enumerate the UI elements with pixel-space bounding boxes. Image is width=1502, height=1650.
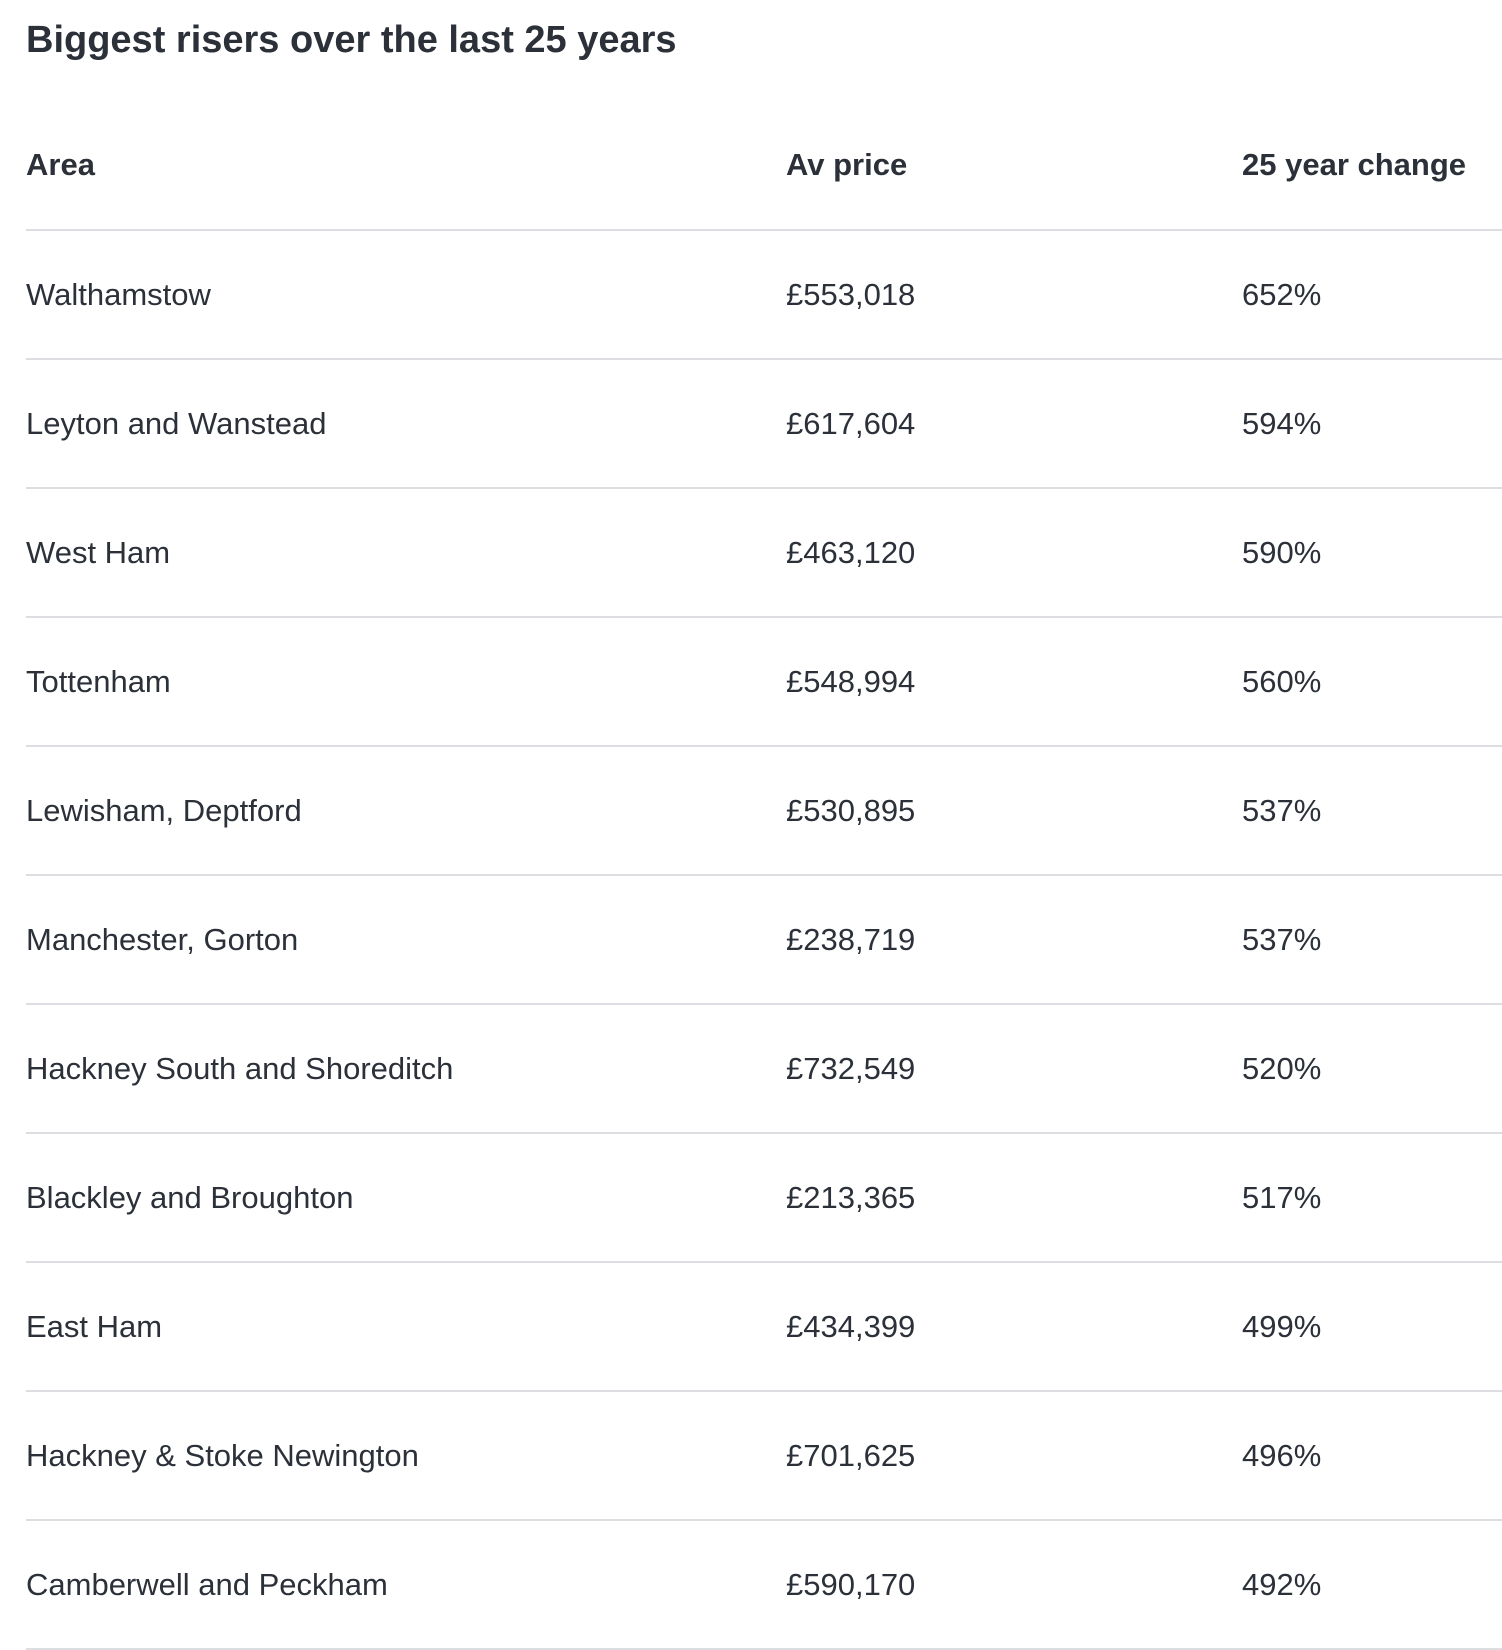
cell-price: £463,120 — [786, 534, 916, 570]
cell-area: Hackney South and Shoreditch — [26, 1050, 454, 1086]
cell-area: East Ham — [26, 1308, 163, 1344]
table-header-row — [26, 100, 1502, 231]
cell-price: £238,719 — [786, 921, 916, 957]
cell-price: £732,549 — [786, 1050, 916, 1086]
cell-change: 560% — [1242, 663, 1322, 699]
table-row — [26, 231, 1502, 360]
cell-area: Camberwell and Peckham — [26, 1566, 388, 1602]
cell-change: 652% — [1242, 276, 1322, 312]
column-header-area: Area — [26, 146, 95, 182]
cell-change: 499% — [1242, 1308, 1322, 1344]
cell-change: 594% — [1242, 405, 1322, 441]
cell-area: Hackney & Stoke Newington — [26, 1437, 419, 1473]
cell-price: £530,895 — [786, 792, 916, 828]
table-row — [26, 360, 1502, 489]
table-row — [26, 1005, 1502, 1134]
price-risers-table — [26, 100, 1502, 1650]
cell-price: £701,625 — [786, 1437, 916, 1473]
cell-price: £213,365 — [786, 1179, 916, 1215]
cell-change: 520% — [1242, 1050, 1322, 1086]
cell-area: Leyton and Wanstead — [26, 405, 327, 441]
cell-price: £434,399 — [786, 1308, 916, 1344]
cell-price: £553,018 — [786, 276, 916, 312]
table-row — [26, 876, 1502, 1005]
table-title: Biggest risers over the last 25 years — [26, 19, 677, 61]
cell-change: 496% — [1242, 1437, 1322, 1473]
cell-area: West Ham — [26, 534, 171, 570]
cell-price: £548,994 — [786, 663, 916, 699]
table-row — [26, 1134, 1502, 1263]
column-header-price: Av price — [786, 146, 908, 182]
table-row — [26, 1392, 1502, 1521]
page — [26, 0, 1502, 1602]
table-row — [26, 1521, 1502, 1650]
table-row — [26, 489, 1502, 618]
cell-change: 537% — [1242, 921, 1322, 957]
cell-price: £590,170 — [786, 1566, 916, 1602]
cell-area: Lewisham, Deptford — [26, 792, 302, 828]
cell-area: Walthamstow — [26, 276, 211, 312]
table-row — [26, 618, 1502, 747]
table-row — [26, 747, 1502, 876]
cell-area: Blackley and Broughton — [26, 1179, 354, 1215]
cell-area: Tottenham — [26, 663, 171, 699]
table-row — [26, 1263, 1502, 1392]
cell-price: £617,604 — [786, 405, 916, 441]
cell-change: 537% — [1242, 792, 1322, 828]
cell-area: Manchester, Gorton — [26, 921, 299, 957]
cell-change: 517% — [1242, 1179, 1322, 1215]
column-header-change: 25 year change — [1242, 146, 1467, 182]
cell-change: 492% — [1242, 1566, 1322, 1602]
cell-change: 590% — [1242, 534, 1322, 570]
